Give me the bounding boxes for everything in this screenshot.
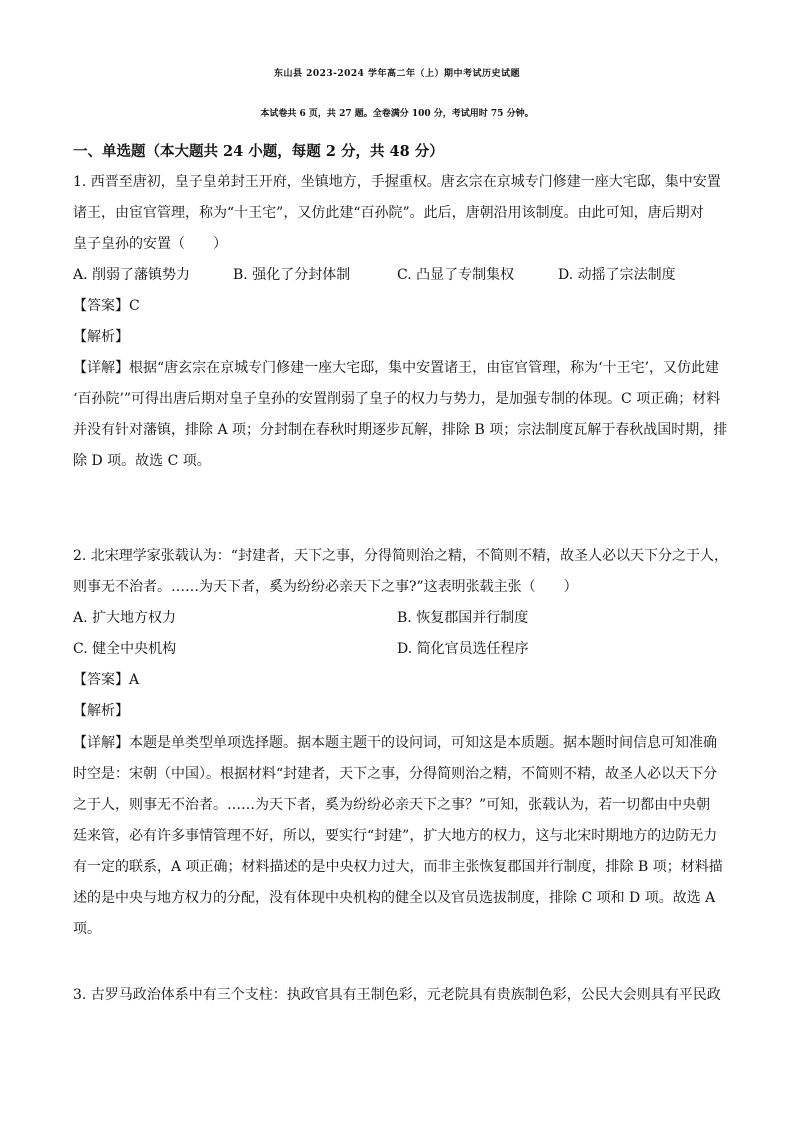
q2-detail-line-1: 【详解】本题是单类型单项选择题。据本题主题干的设问词，可知这是本质题。据本题时间信息可知准确 (73, 735, 717, 751)
q1-stem-line-2: 诸王，由宦官管理，称为“十王宅”，又仿此建“百孙院”。此后，唐朝沿用该制度。由此可知，唐后期对 (73, 205, 704, 221)
q2-option-c: C. 健全中央机构 (73, 641, 177, 657)
q2-detail-line-3: 之于人，则事无不治者。……为天下者，奚为纷纷必亲天下之事？”可知，张载认为，若一切都由中央朝 (73, 797, 711, 813)
answer-value: C (129, 298, 140, 314)
section-heading: 一、单选题（本大题共 24 小题，每题 2 分，共 48 分） (73, 143, 444, 160)
q1-detail-line-3: 并没有针对藩镇，排除 A 项；分封制在春秋时期逐步瓦解，排除 B 项；宗法制度瓦解于春秋战国时期，排 (73, 422, 728, 438)
q1-stem-line-3: 皇子皇孙的安置（ ） (73, 236, 227, 252)
q1-option-b: B. 强化了分封体制 (233, 267, 351, 283)
answer-label: 【答案】 (73, 672, 129, 688)
page-title: 东山县 2023-2024 学年高二年（上）期中考试历史试题 (273, 69, 521, 79)
q1-detail-line-2: ‘百孙院’”可得出唐后期对皇子皇孙的安置削弱了皇子的权力与势力，是加强专制的体现。C 项正确；材料 (73, 391, 721, 407)
q2-option-b: B. 恢复郡国并行制度 (397, 610, 529, 626)
q2-analysis-label: 【解析】 (73, 703, 129, 719)
exam-info: 本试卷共 6 页，共 27 题。全卷满分 100 分，考试用时 75 分钟。 (260, 109, 534, 119)
q2-detail-line-6: 述的是中央与地方权力的分配，没有体现中央机构的健全以及官员选拔制度，排除 C 项和 D 项。故选 A (73, 890, 716, 906)
q1-option-a: A. 削弱了藩镇势力 (73, 267, 191, 283)
q2-answer (73, 670, 733, 690)
q2-stem-line-1: 2. 北宋理学家张载认为：“封建者，天下之事，分得简则治之精，不简则不精，故圣人必以天下分之于人， (73, 548, 728, 564)
q1-detail-line-1: 【详解】根据“唐玄宗在京城专门修建一座大宅邸，集中安置诸王，由宦官管理，称为‘十王宅’，又仿此建 (73, 360, 720, 376)
q2-option-d: D. 简化官员选任程序 (397, 641, 529, 657)
q2-stem-line-2: 则事无不治者。……为天下者，奚为纷纷必亲天下之事?”这表明张载主张（ ） (73, 579, 578, 595)
q2-detail-line-5: 有一定的联系，A 项正确；材料描述的是中央权力过大，而非主张恢复郡国并行制度，排除 B 项；材料描 (73, 859, 723, 875)
q2-detail-line-2: 时空是：宋朝（中国）。根据材料“封建者，天下之事，分得简则治之精，不简则不精，故圣人必以天下分 (73, 766, 718, 782)
q1-answer (73, 296, 733, 316)
q1-option-d: D. 动摇了宗法制度 (558, 267, 676, 283)
q1-stem-line-1: 1. 西晋至唐初，皇子皇弟封王开府，坐镇地方，手握重权。唐玄宗在京城专门修建一座大宅邸，集中安置 (73, 174, 721, 190)
q1-option-c: C. 凸显了专制集权 (397, 267, 515, 283)
q1-analysis-label: 【解析】 (73, 329, 129, 345)
q2-option-a: A. 扩大地方权力 (73, 610, 177, 626)
answer-label: 【答案】 (73, 298, 129, 314)
q2-detail-line-4: 廷来管，必有许多事情管理不好，所以，要实行“封建”，扩大地方的权力，这与北宋时期地方的边防无力 (73, 828, 718, 844)
q3-stem-line-1: 3. 古罗马政治体系中有三个支柱：执政官具有王制色彩，元老院具有贵族制色彩，公民大会则具有平民政 (73, 987, 721, 1003)
answer-value: A (129, 672, 140, 688)
q2-detail-line-7: 项。 (73, 921, 101, 937)
q1-detail-line-4: 除 D 项。故选 C 项。 (73, 453, 211, 469)
